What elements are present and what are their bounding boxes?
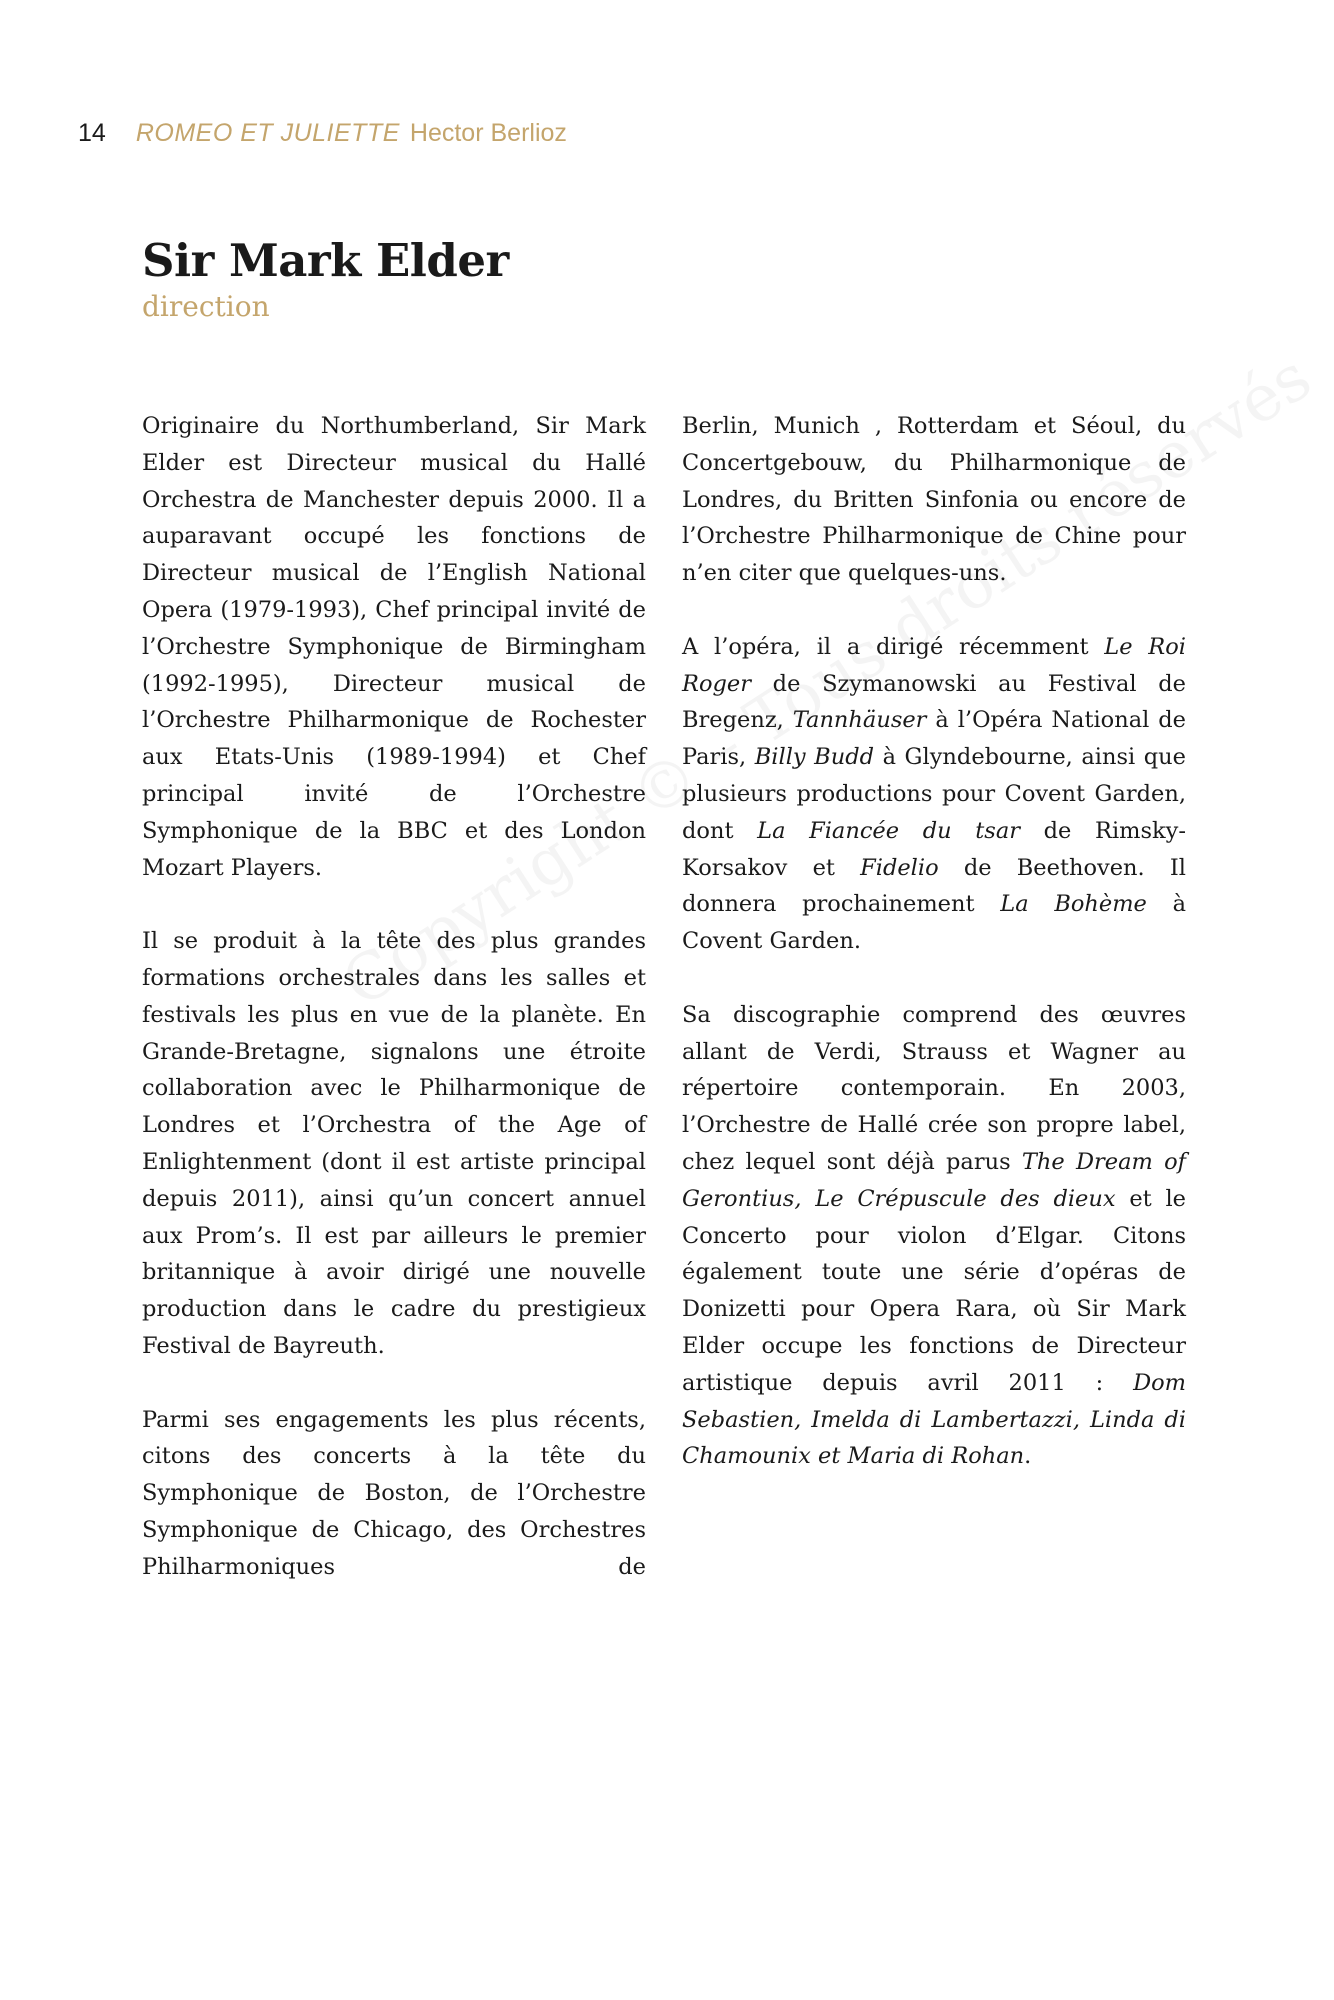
opera-title: La Fiancée du tsar — [757, 817, 1021, 844]
text-column-right — [682, 408, 1186, 1512]
paragraph-discography: Sa discographie comprend des œuvres allant de Verdi, Strauss et Wagner au répertoire contemporain. En 2003, l’Orchestre de Hallé crée son propre label, chez lequel sont déjà parus The Dream of Gerontius, Le Crépuscule des dieux et le Concerto pour violon d’Elgar. Citons également toute une série d’opéras de Donizetti pour Opera Rara, où Sir Mark Elder occupe les fonctions de Directeur artistique depuis avril 2011 : Dom Sebastien, Imelda di Lambertazzi, Linda di Chamounix et Maria di Rohan. — [682, 1001, 1186, 1470]
paragraph-origins: Originaire du Northumberland, Sir Mark Elder est Directeur musical du Hallé Orchestra de Manchester depuis 2000. Il a auparavant occupé les fonctions de Directeur musical de l’English National Opera (1979-1993), Chef principal invité de l’Orchestre Symphonique de Birmingham (1992-1995), Directeur musical de l’Orchestre Philharmonique de Rochester aux Etats-Unis (1989-1994) et Chef principal invité de l’Orchestre Symphonique de la BBC et des London Mozart Players. — [142, 413, 646, 881]
paragraph-engagements-continued — [682, 408, 1186, 592]
opera-title: Le Roi Roger — [682, 633, 1186, 697]
album-titles: The Dream of Gerontius, Le Crépuscule des dieux — [682, 1148, 1186, 1212]
artist-name: Sir Mark Elder — [142, 234, 509, 287]
engagements-continuation: Berlin, Munich , Rotterdam et Séoul, du Concertgebouw, du Philharmonique de Londres, du Britten Sinfonia ou encore de l’Orchestre Philharmonique de Chine pour n’en citer que quelques-uns. — [682, 413, 1186, 587]
opera-title: Billy Budd — [754, 744, 874, 771]
section-heading — [142, 234, 509, 324]
paragraph-opera: A l’opéra, il a dirigé récemment Le Roi Roger de Szymanowski au Festival de Bregenz, Tannhäuser à l’Opéra National de Paris, Billy Budd à Glyndebourne, ainsi que plusieurs productions pour Covent Garden, dont La Fiancée du tsar de Rimsky-Korsakov et Fidelio de Beethoven. Il donnera prochainement La Bohème à Covent Garden. — [682, 633, 1186, 955]
opera-title: Fidelio — [860, 854, 939, 881]
work-title: ROMEO ET JULIETTE — [135, 119, 400, 147]
paragraph-orchestras: Il se produit à la tête des plus grandes formations orchestrales dans les salles et festivals les plus en vue de la planète. En Grande-Bretagne, signalons une étroite collaboration avec le Philharmonique de Londres et l’Orchestra of the Age of Enlightenment (dont il est artiste principal depuis 2011), ainsi qu’un concert annuel aux Prom’s. Il est par ailleurs le premier britannique à avoir dirigé une nouvelle production dans le cadre du prestigieux Festival de Bayreuth. — [142, 928, 646, 1359]
opera-title: La Bohème — [1000, 891, 1147, 918]
paragraph-engagements: Parmi ses engagements les plus récents, citons des concerts à la tête du Symphonique de Boston, de l’Orchestre Symphonique de Chicago, des Orchestres Philharmoniques de — [142, 1406, 646, 1580]
running-head — [78, 118, 567, 148]
text-column-left — [142, 408, 646, 1586]
page-number: 14 — [78, 119, 106, 147]
artist-role: direction — [142, 290, 270, 323]
opera-titles: Dom Sebastien, Imelda di Lambertazzi, Linda di Chamounix et Maria di Rohan — [682, 1369, 1186, 1470]
composer-name: Hector Berlioz — [409, 119, 567, 147]
opera-title: Tannhäuser — [792, 707, 927, 734]
